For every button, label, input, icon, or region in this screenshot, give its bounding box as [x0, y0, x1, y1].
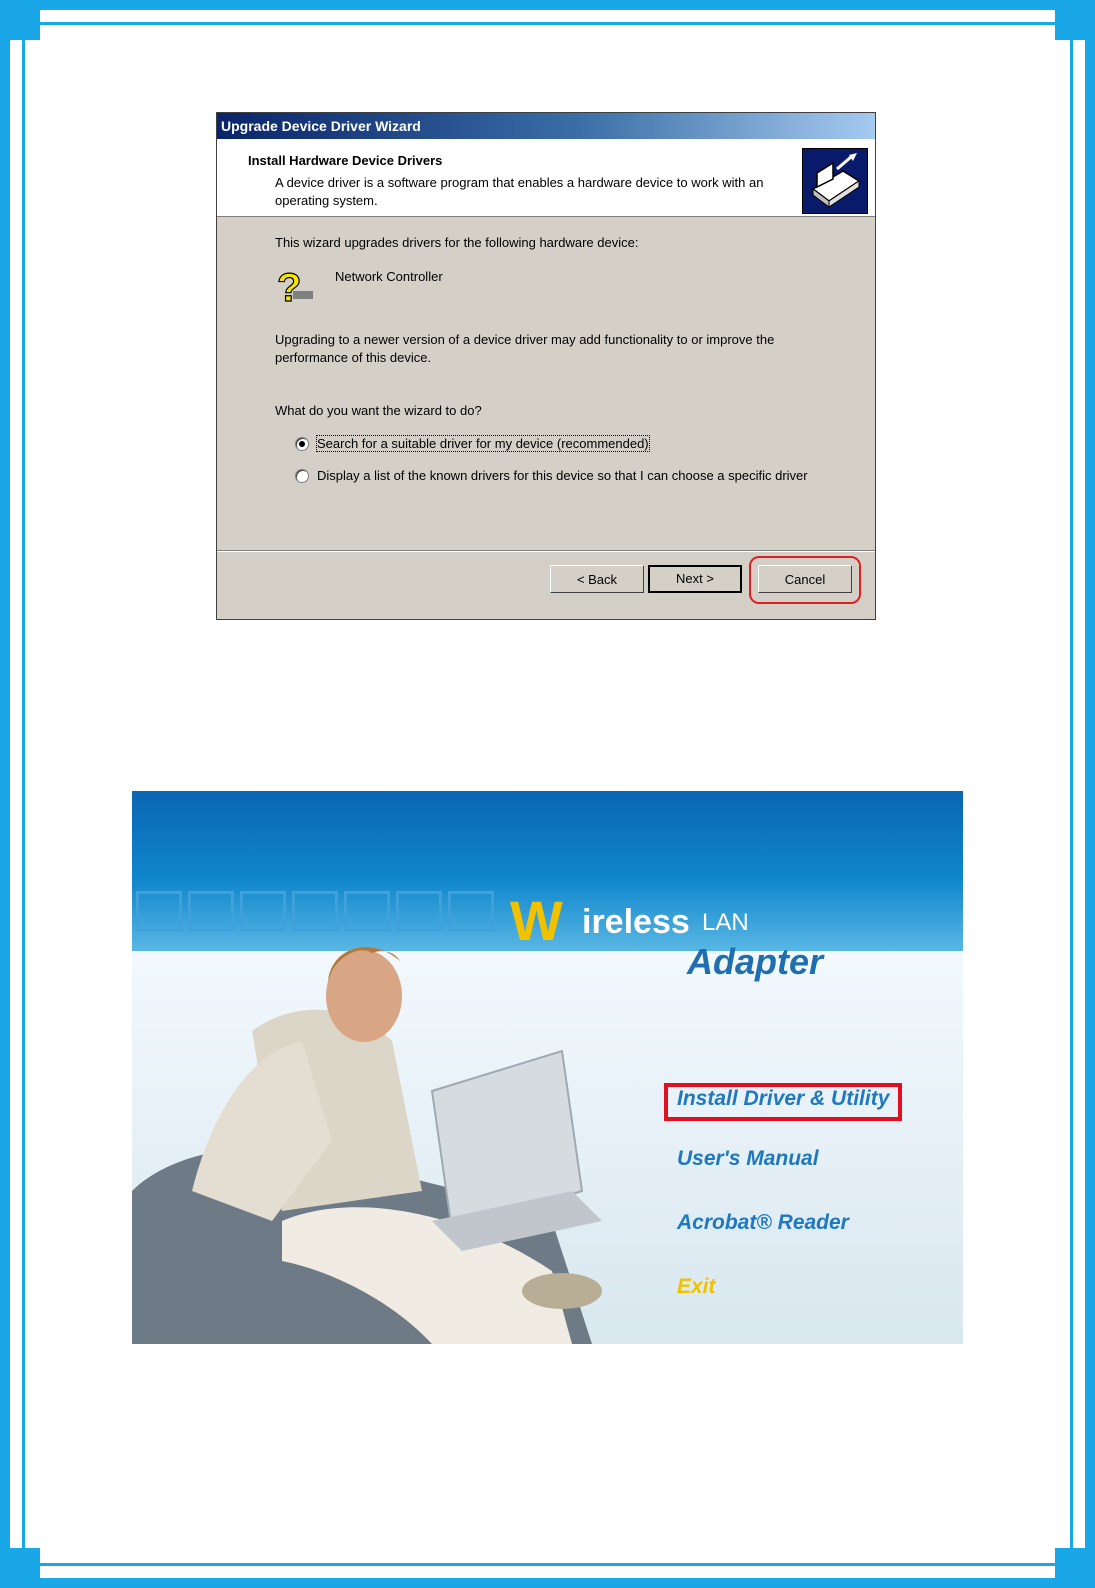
cancel-highlight-circle — [749, 556, 861, 604]
option-search-label: Search for a suitable driver for my device (recommended) — [317, 436, 649, 451]
footer-separator — [217, 550, 875, 552]
brand-logo-w: W — [510, 889, 563, 952]
users-manual-link[interactable]: User's Manual — [677, 1147, 819, 1170]
option-search[interactable] — [295, 435, 837, 453]
install-driver-utility-link[interactable]: Install Driver & Utility — [677, 1087, 890, 1110]
svg-text:?: ? — [277, 266, 302, 307]
unknown-device-icon — [273, 263, 317, 307]
man-with-laptop-image — [132, 891, 652, 1344]
radio-search[interactable] — [295, 437, 309, 451]
header-title: Install Hardware Device Drivers — [248, 153, 443, 168]
option-display-list[interactable] — [295, 467, 837, 485]
device-name: Network Controller — [335, 269, 443, 284]
brand-ireless-text: ireless — [582, 903, 690, 941]
upgrade-driver-wizard-dialog — [216, 112, 876, 620]
hardware-wizard-icon — [802, 148, 868, 214]
wizard-header — [217, 139, 875, 217]
back-button[interactable]: < Back — [550, 565, 644, 593]
acrobat-reader-link[interactable]: Acrobat® Reader — [677, 1211, 849, 1234]
info-paragraph: Upgrading to a newer version of a device driver may add functionality to or improve the performance of this device. — [275, 332, 775, 365]
wireless-lan-autorun-window — [132, 791, 963, 1344]
intro-text: This wizard upgrades drivers for the following hardware device: — [275, 235, 639, 250]
brand-lan-text: LAN — [702, 909, 749, 936]
brand-adapter-text: Adapter — [687, 941, 824, 982]
radio-display-list[interactable] — [295, 469, 309, 483]
exit-link[interactable]: Exit — [677, 1275, 716, 1298]
install-highlight-box — [664, 1083, 902, 1121]
question-text: What do you want the wizard to do? — [275, 403, 482, 418]
next-button[interactable]: Next > — [648, 565, 742, 593]
option-display-list-label: Display a list of the known drivers for this device so that I can choose a specific driver — [317, 468, 808, 483]
header-subtitle: A device driver is a software program that enables a hardware device to work with an operating system. — [275, 175, 764, 208]
dialog-title-bar: Upgrade Device Driver Wizard — [217, 113, 875, 139]
cancel-button[interactable]: Cancel — [758, 565, 852, 593]
